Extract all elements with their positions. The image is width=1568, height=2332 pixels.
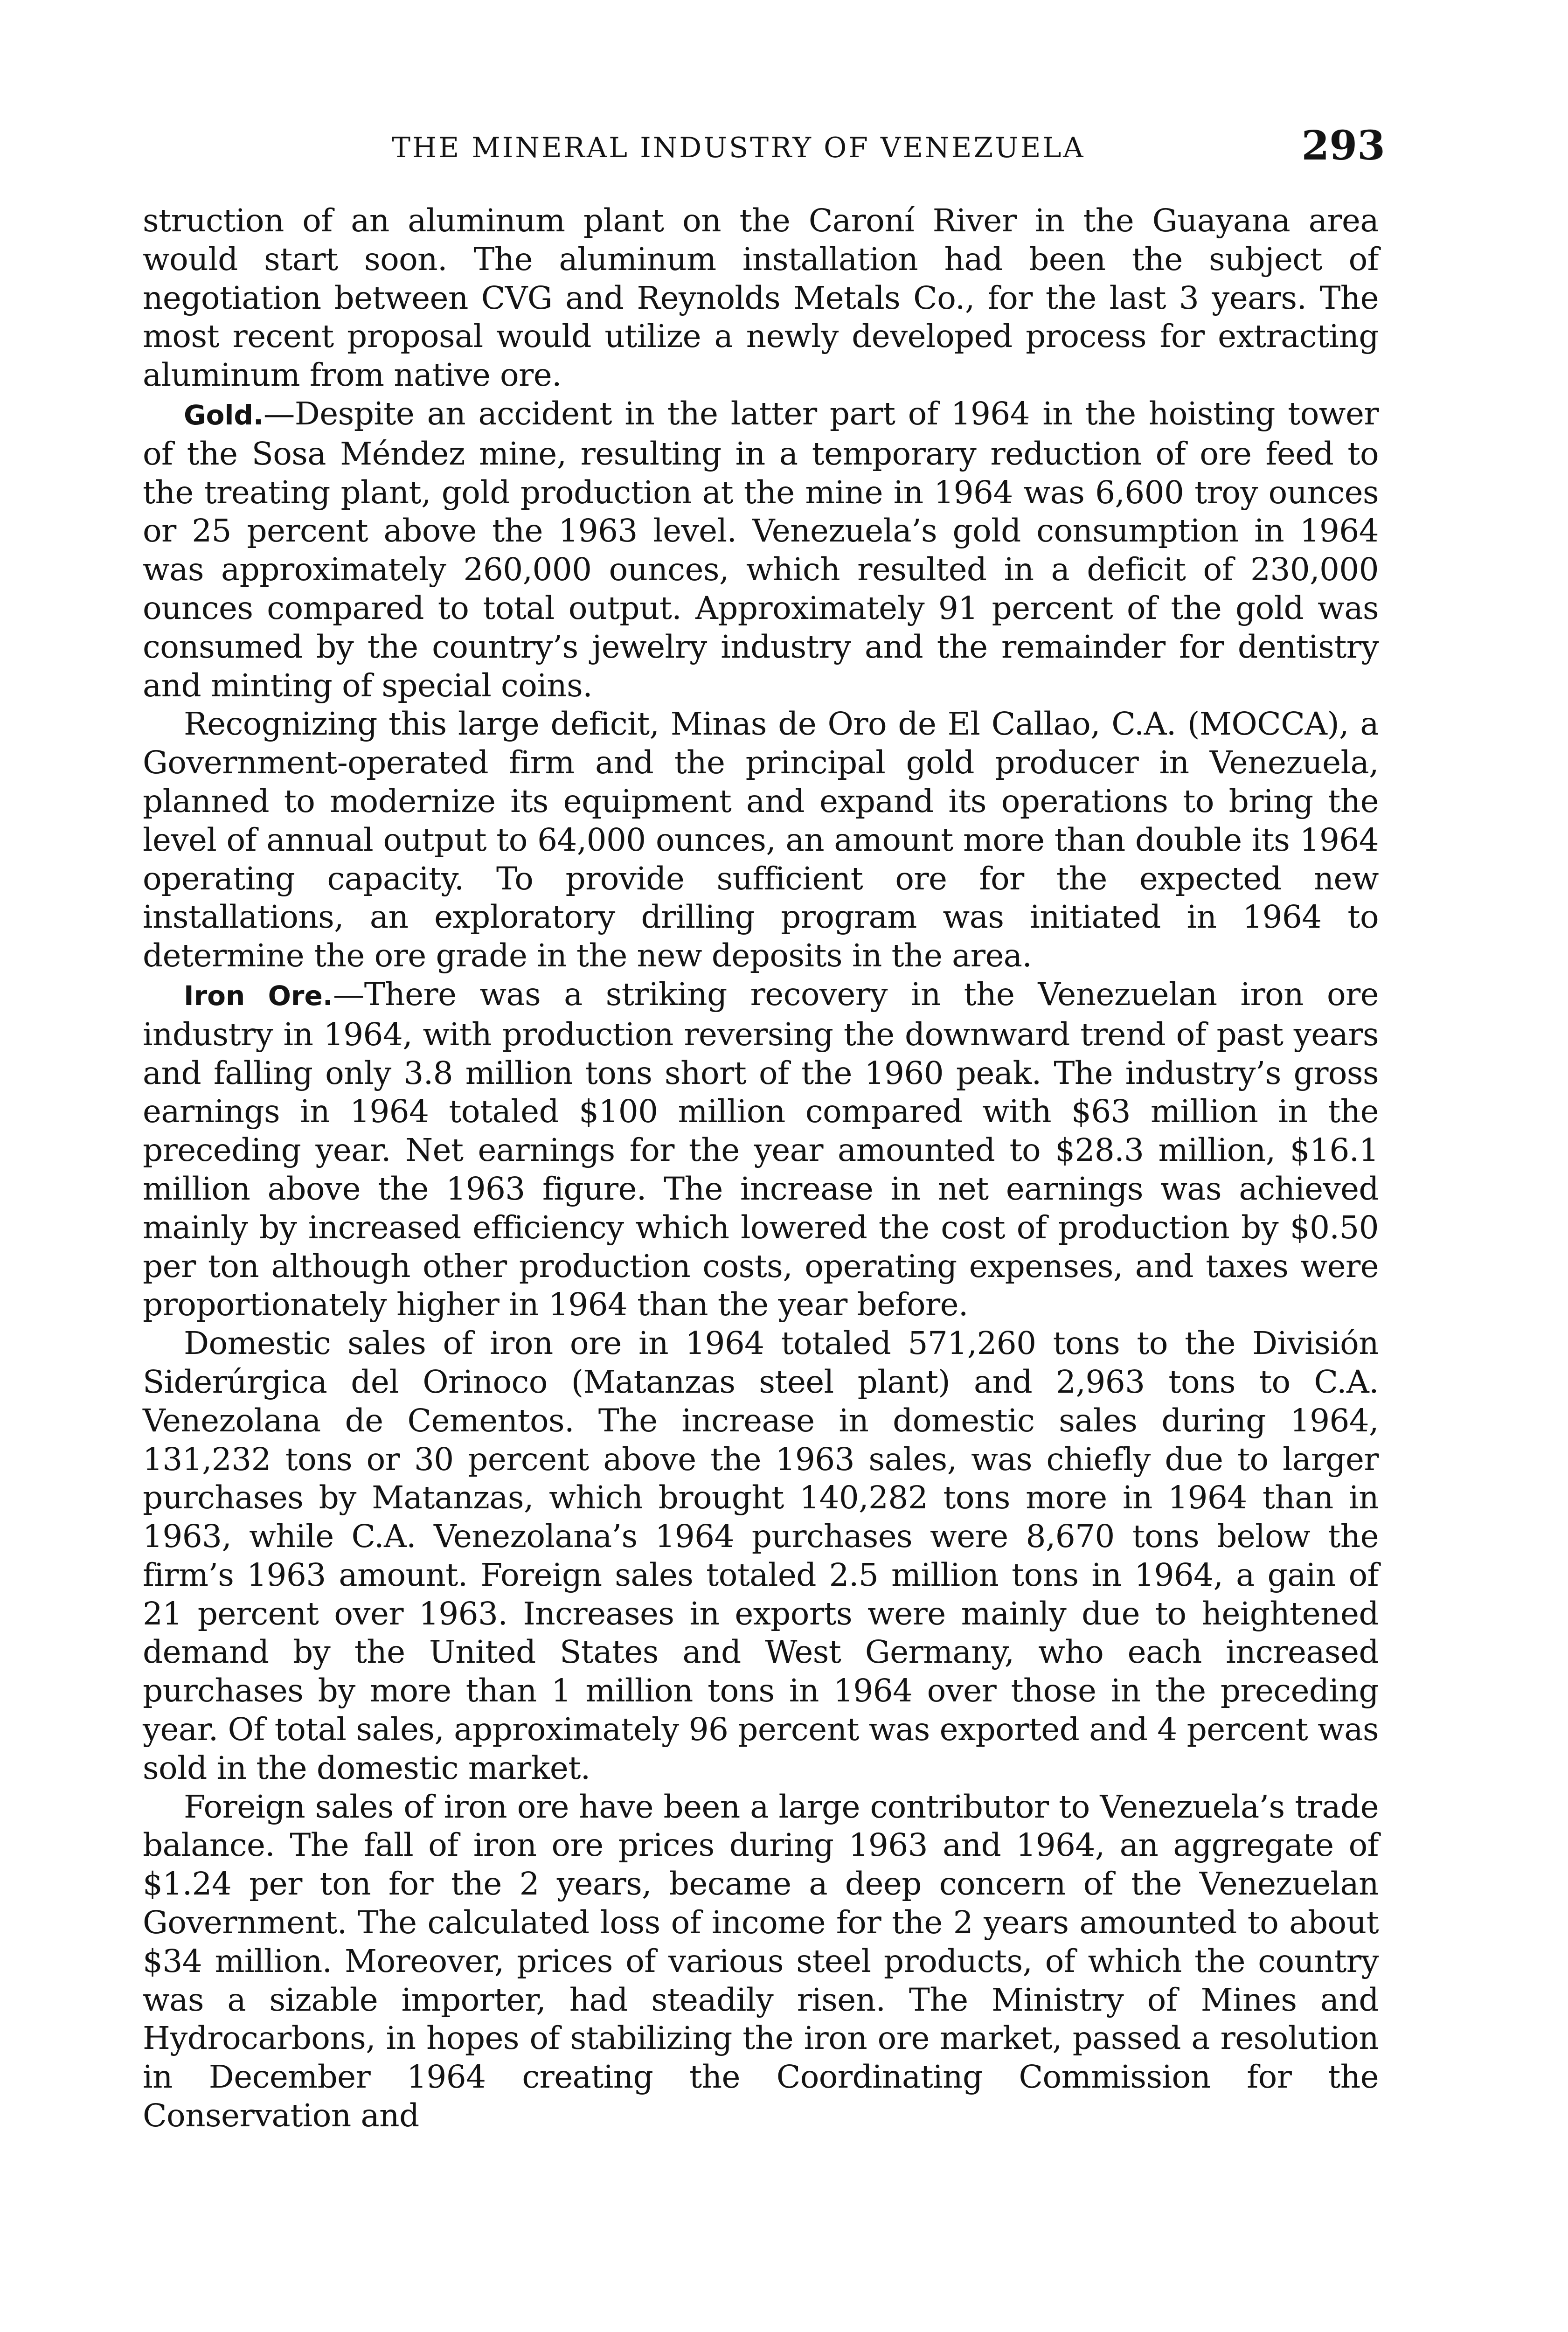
paragraph-text: struction of an aluminum plant on the Caroní River in the Guayana area would start soon. The aluminum installation had been the subject of negotiation between CVG and Reynolds Metals Co., for the last 3 years. The most recent proposal would utilize a newly developed process for extracting aluminum from native ore. bbox=[143, 202, 1379, 394]
section-head-gold: Gold. bbox=[184, 399, 264, 431]
paragraph-text: —There was a striking recovery in the Venezuelan iron ore industry in 1964, with production reversing the downward trend of past years and falling only 3.8 million tons short of the 1960 peak. The industry’s gross earnings in 1964 totaled $100 million compared with $63 million in the preceding year. Net earnings for the year amounted to $28.3 million, $16.1 million above the 1963 figure. The increase in net earnings was achieved mainly by increased efficiency which lowered the cost of production by $0.50 per ton although other production costs, operating expenses, and taxes were proportionately higher in 1964 than the year before. bbox=[143, 975, 1379, 1323]
paragraph-domestic-sales bbox=[143, 1324, 1379, 1788]
paragraph-text: Recognizing this large deficit, Minas de Oro de El Callao, C.A. (MOCCA), a Government-operated firm and the principal gold producer in Venezuela, planned to modernize its equipment and expand its operations to bring the level of annual output to 64,000 ounces, an amount more than double its 1964 operating capacity. To provide sufficient ore for the expected new installations, an exploratory drilling program was initiated in 1964 to determine the ore grade in the new deposits in the area. bbox=[143, 705, 1379, 974]
paragraph-mocca bbox=[143, 705, 1379, 975]
paragraph-aluminum-continued bbox=[143, 201, 1379, 395]
paragraph-gold bbox=[143, 395, 1379, 705]
running-header bbox=[145, 122, 1385, 174]
paragraph-text: Domestic sales of iron ore in 1964 totaled 571,260 tons to the División Siderúrgica del Orinoco (Matanzas steel plant) and 2,963 tons to C.A. Venezolana de Cementos. The increase in domestic sales during 1964, 131,232 tons or 30 percent above the 1963 sales, was chiefly due to larger purchases by Matanzas, which brought 140,282 tons more in 1964 than in 1963, while C.A. Venezolana’s 1964 purchases were 8,670 tons below the firm’s 1963 amount. Foreign sales totaled 2.5 million tons in 1964, a gain of 21 percent over 1963. Increases in exports were mainly due to heightened demand by the United States and West Germany, who each increased purchases by more than 1 million tons in 1964 over those in the preceding year. Of total sales, approximately 96 percent was exported and 4 percent was sold in the domestic market. bbox=[143, 1325, 1379, 1786]
page-number: 293 bbox=[1301, 122, 1385, 169]
paragraph-text: Foreign sales of iron ore have been a large contributor to Venezuela’s trade balance. The fall of iron ore prices during 1963 and 1964, an aggregate of $1.24 per ton for the 2 years, became a deep concern of the Venezuelan Government. The calculated loss of income for the 2 years amounted to about $34 million. Moreover, prices of various steel products, of which the country was a sizable importer, had steadily risen. The Ministry of Mines and Hydrocarbons, in hopes of stabilizing the iron ore market, passed a resolution in December 1964 creating the Coordinating Commission for the Conservation and bbox=[143, 1788, 1379, 2134]
running-title: THE MINERAL INDUSTRY OF VENEZUELA bbox=[392, 132, 1085, 164]
paragraph-foreign-sales bbox=[143, 1788, 1379, 2135]
paragraph-text: —Despite an accident in the latter part of 1964 in the hoisting tower of the Sosa Méndez mine, resulting in a temporary reduction of ore feed to the treating plant, gold production at the mine in 1964 was 6,600 troy ounces or 25 percent above the 1963 level. Venezuela’s gold consumption in 1964 was approximately 260,000 ounces, which resulted in a deficit of 230,000 ounces compared to total output. Approximately 91 percent of the gold was consumed by the country’s jewelry industry and the remainder for dentistry and minting of special coins. bbox=[143, 395, 1379, 704]
body-text bbox=[143, 201, 1379, 2135]
paragraph-iron-ore bbox=[143, 975, 1379, 1324]
section-head-iron-ore: Iron Ore. bbox=[184, 979, 333, 1012]
